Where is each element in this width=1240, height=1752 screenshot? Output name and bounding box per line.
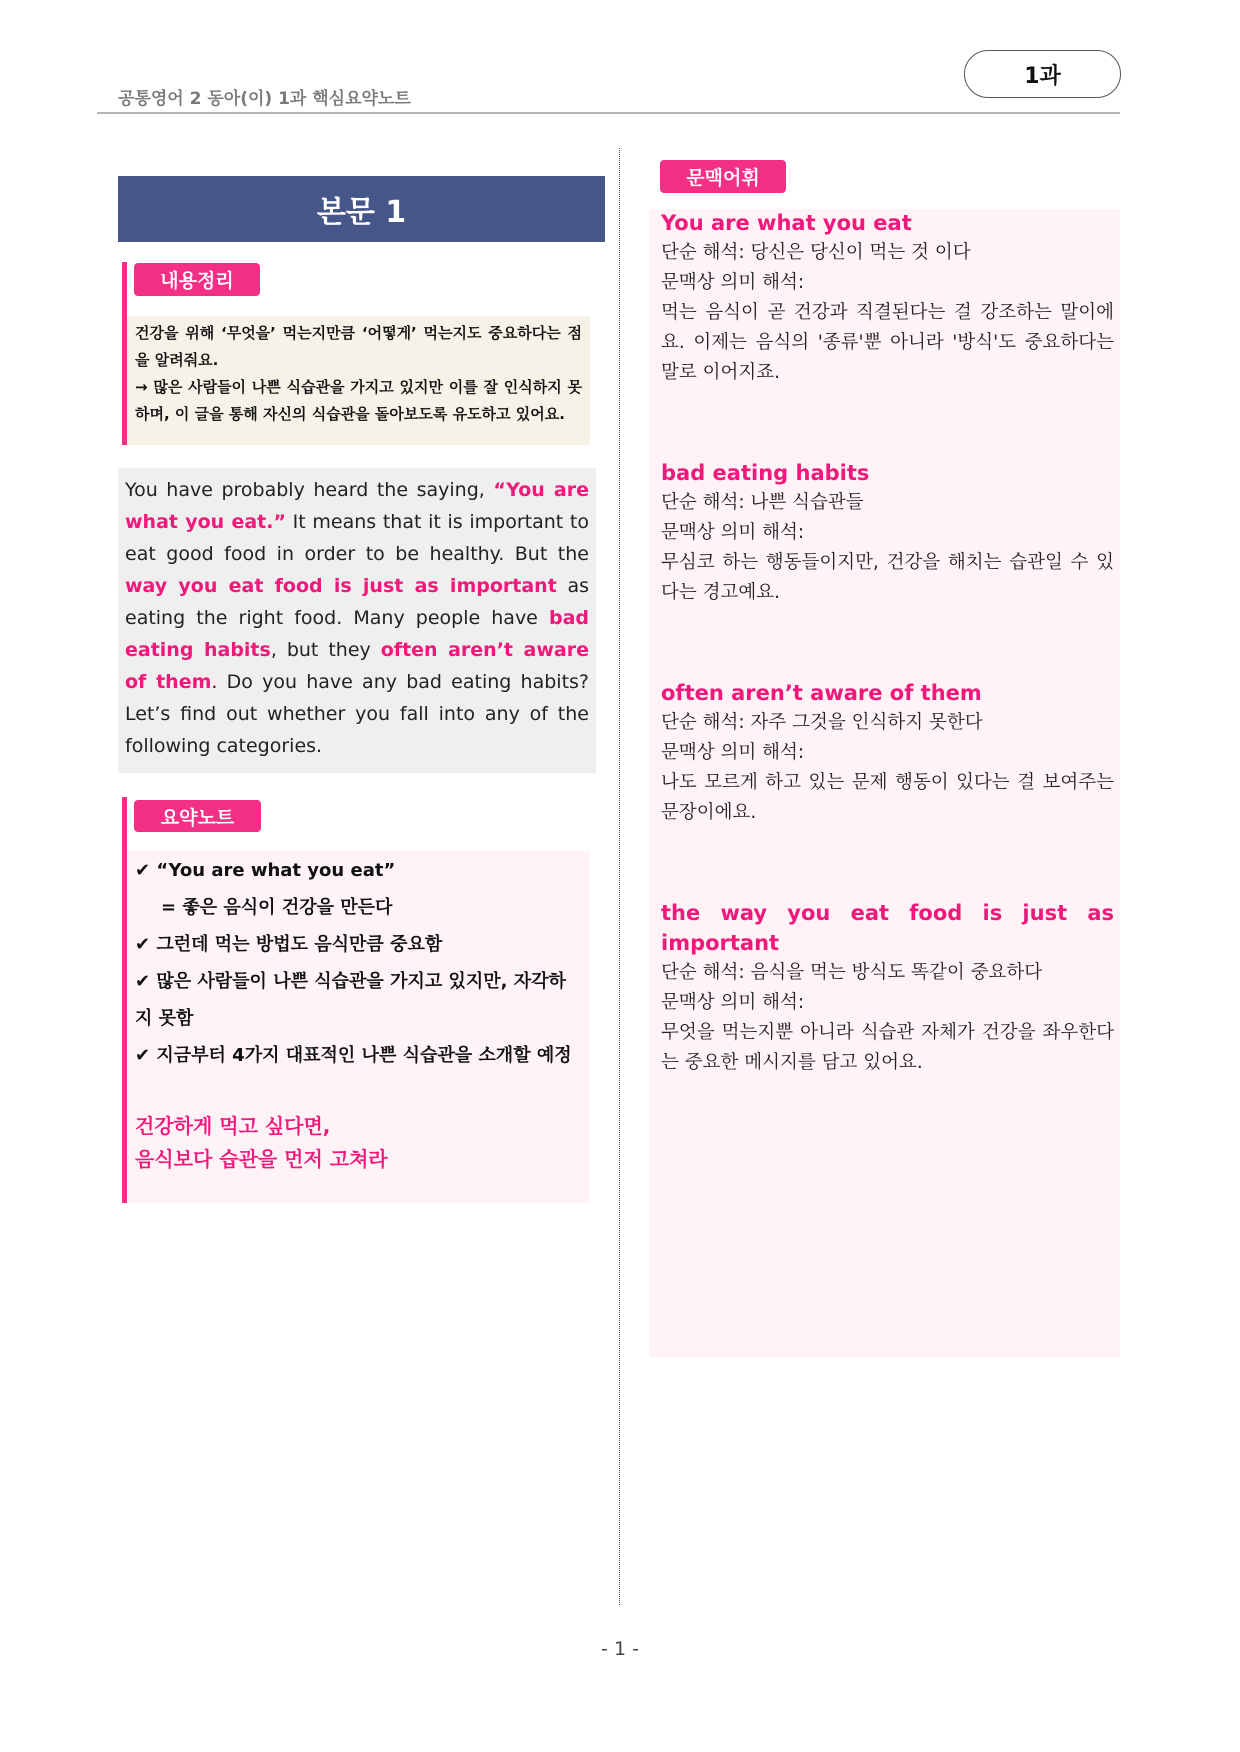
vocab-context-label: 문맥상 의미 해석: [661,992,805,1013]
vocab-simple: 단순 해석: 나쁜 식습관들 [661,492,864,513]
summary-line: → 많은 사람들이 나쁜 식습관을 가지고 있지만 이를 잘 인식하지 못하며, 이 글을 통해 자신의 식습관을 돌아보도록 유도하고 있어요. [135,378,582,423]
passage-segment: It means that it is important to eat good food in order to be healthy. But the [125,511,589,565]
note-item: ✔ 많은 사람들이 나쁜 식습관을 가지고 있지만, 자각하 [135,971,566,992]
vocab-context-label: 문맥상 의미 해석: [661,522,805,543]
vocab-context: 나도 모르게 하고 있는 문제 행동이 있다는 걸 보여주는 문장이에요. [661,772,1114,823]
lesson-badge: 1과 [964,50,1121,98]
vocab-context-label: 문맥상 의미 해석: [661,272,805,293]
notes-label: 요약노트 [134,800,261,832]
notes-box [127,851,590,1203]
vocab-simple: 단순 해석: 자주 그것을 인식하지 못한다 [661,712,983,733]
vocab-term: You are what you eat [661,211,912,235]
note-item: 지 못함 [135,1008,194,1029]
summary-line: 건강을 위해 ‘무엇을’ 먹는지만큼 ‘어떻게’ 먹는지도 중요하다는 점을 알려줘요. [135,324,582,369]
vocab-context-label: 문맥상 의미 해석: [661,742,805,763]
vocab-simple: 단순 해석: 음식을 먹는 방식도 똑같이 중요하다 [661,962,1043,983]
vocab-term: bad eating habits [661,461,870,485]
document-header-title: 공통영어 2 동아(이) 1과 핵심요약노트 [118,89,411,109]
column-divider [619,148,620,1605]
passage-segment: You have probably heard the saying, [125,479,494,501]
page-number: - 1 - [601,1638,639,1660]
passage-segment: , but they [270,639,381,661]
passage-highlight: “You are what you eat.” [125,479,589,533]
note-item: ✔ “You are what you eat” [135,860,396,881]
passage-segment: . Do you have any bad eating habits? Let’s find out whether you fall into any of the following categories. [125,671,589,757]
vocab-entry [661,458,1114,608]
vocab-entry [661,208,1114,388]
vocab-context: 무엇을 먹는지뿐 아니라 식습관 자체가 건강을 좌우한다는 중요한 메시지를 담고 있어요. [661,1022,1114,1073]
vocab-label: 문맥어휘 [660,160,786,193]
vocab-term: often aren’t aware of them [661,681,982,705]
vocab-context: 무심코 하는 행동들이지만, 건강을 해치는 습관일 수 있다는 경고예요. [661,552,1114,603]
passage-highlight: way you eat food is just as important [125,575,557,597]
vocab-entry [661,898,1114,1078]
vocab-term: the way you eat food is just as important [661,901,1114,955]
passage-text [118,468,596,773]
header-divider [97,112,1120,114]
section-title: 본문 1 [118,176,605,242]
note-item: = 좋은 음식이 건강을 만든다 [161,897,393,918]
vocab-simple: 단순 해석: 당신은 당신이 먹는 것 이다 [661,242,971,263]
vocab-entry [661,678,1114,828]
vocab-context: 먹는 음식이 곧 건강과 직결된다는 걸 강조하는 말이에요. 이제는 음식의 '종류'뿐 아니라 '방식'도 중요하다는 말로 이어지죠. [661,302,1114,383]
passage-segment: as eating the right food. Many people have [125,575,589,629]
summary-box [127,316,590,445]
note-highlight: 음식보다 습관을 먼저 고쳐라 [135,1147,388,1171]
passage-highlight: often aren’t aware of them [125,639,589,693]
note-item: ✔ 그런데 먹는 방법도 음식만큼 중요함 [135,934,443,955]
summary-label: 내용정리 [134,263,260,296]
passage-highlight: bad eating habits [125,607,589,661]
note-highlight: 건강하게 먹고 싶다면, [135,1114,331,1138]
note-item: ✔ 지금부터 4가지 대표적인 나쁜 식습관을 소개할 예정 [135,1045,572,1066]
